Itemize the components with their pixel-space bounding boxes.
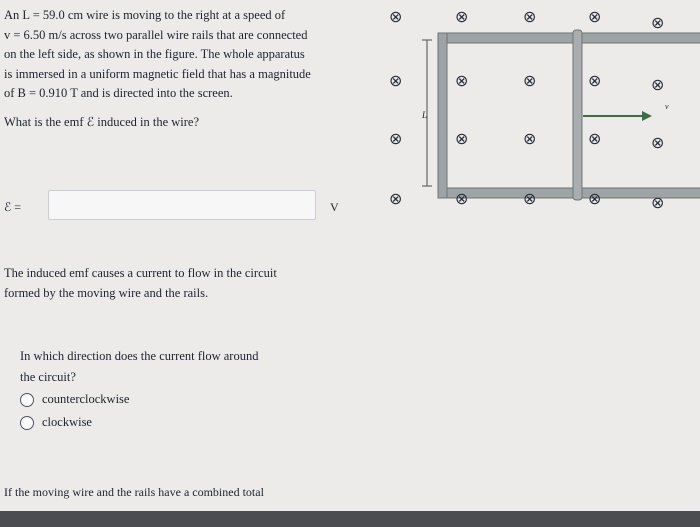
- field-into-screen-icon: ⊗: [523, 7, 537, 26]
- current-info-line-1: The induced emf causes a current to flow in the circuit: [4, 266, 277, 280]
- option-clockwise[interactable]: [20, 411, 320, 434]
- field-into-screen-icon: ⊗: [523, 71, 537, 90]
- intro-line-2: v = 6.50 m/s across two parallel wire rails that are connected: [4, 27, 308, 42]
- field-into-screen-icon: ⊗: [455, 189, 469, 208]
- field-into-screen-icon: ⊗: [389, 129, 403, 148]
- intro-line-5: of B = 0.910 T and is directed into the screen.: [4, 86, 233, 100]
- field-into-screen-icon: ⊗: [651, 133, 665, 152]
- intro-line-1: An L = 59.0 cm wire is moving to the right at a speed of: [4, 8, 286, 22]
- option-counterclockwise-label: counterclockwise: [42, 392, 130, 406]
- field-into-screen-icon: ⊗: [651, 13, 665, 32]
- problem-intro: [4, 6, 356, 104]
- field-into-screen-icon: ⊗: [588, 189, 602, 208]
- radio-button-clockwise[interactable]: [20, 416, 34, 430]
- intro-line-4: is immersed in a uniform magnetic field that has a magnitude: [4, 66, 311, 81]
- field-into-screen-icon: ⊗: [523, 189, 537, 208]
- emf-unit-label: V: [330, 200, 339, 214]
- field-into-screen-icon: ⊗: [455, 7, 469, 26]
- direction-question-line-2: the circuit?: [20, 370, 76, 384]
- direction-question-line-1: In which direction does the current flow around: [20, 349, 259, 363]
- next-question-text: If the moving wire and the rails have a combined total: [4, 485, 264, 499]
- field-into-screen-icon: ⊗: [588, 129, 602, 148]
- emf-question: What is the emf ℰ induced in the wire?: [4, 115, 200, 129]
- current-info: [4, 263, 334, 303]
- field-into-screen-icon: ⊗: [389, 7, 403, 26]
- field-into-screen-icon: ⊗: [651, 75, 665, 94]
- current-info-line-2: formed by the moving wire and the rails.: [4, 286, 209, 300]
- direction-question-block: [20, 346, 320, 434]
- emf-answer-row: [0, 188, 360, 226]
- intro-line-3: on the left side, as shown in the figure. The whole apparatus: [4, 47, 305, 61]
- left-connector: [438, 33, 447, 198]
- radio-button-counterclockwise[interactable]: [20, 393, 34, 407]
- length-label: L: [422, 110, 428, 120]
- field-into-screen-icon: ⊗: [523, 129, 537, 148]
- bottom-bar: [0, 511, 700, 527]
- field-into-screen-icon: ⊗: [588, 71, 602, 90]
- velocity-arrow-head: [642, 111, 652, 121]
- field-into-screen-icon: ⊗: [588, 7, 602, 26]
- emf-answer-label: ℰ =: [4, 200, 22, 214]
- field-into-screen-icon: ⊗: [651, 193, 665, 212]
- velocity-label: v: [665, 102, 669, 111]
- field-into-screen-icon: ⊗: [455, 129, 469, 148]
- field-into-screen-icon: ⊗: [389, 189, 403, 208]
- top-rail: [438, 33, 700, 43]
- field-into-screen-icon: ⊗: [389, 71, 403, 90]
- emf-answer-input[interactable]: [48, 190, 316, 220]
- moving-wire: [573, 30, 582, 200]
- option-clockwise-label: clockwise: [42, 415, 92, 429]
- field-into-screen-icon: ⊗: [455, 71, 469, 90]
- option-counterclockwise[interactable]: [20, 388, 320, 411]
